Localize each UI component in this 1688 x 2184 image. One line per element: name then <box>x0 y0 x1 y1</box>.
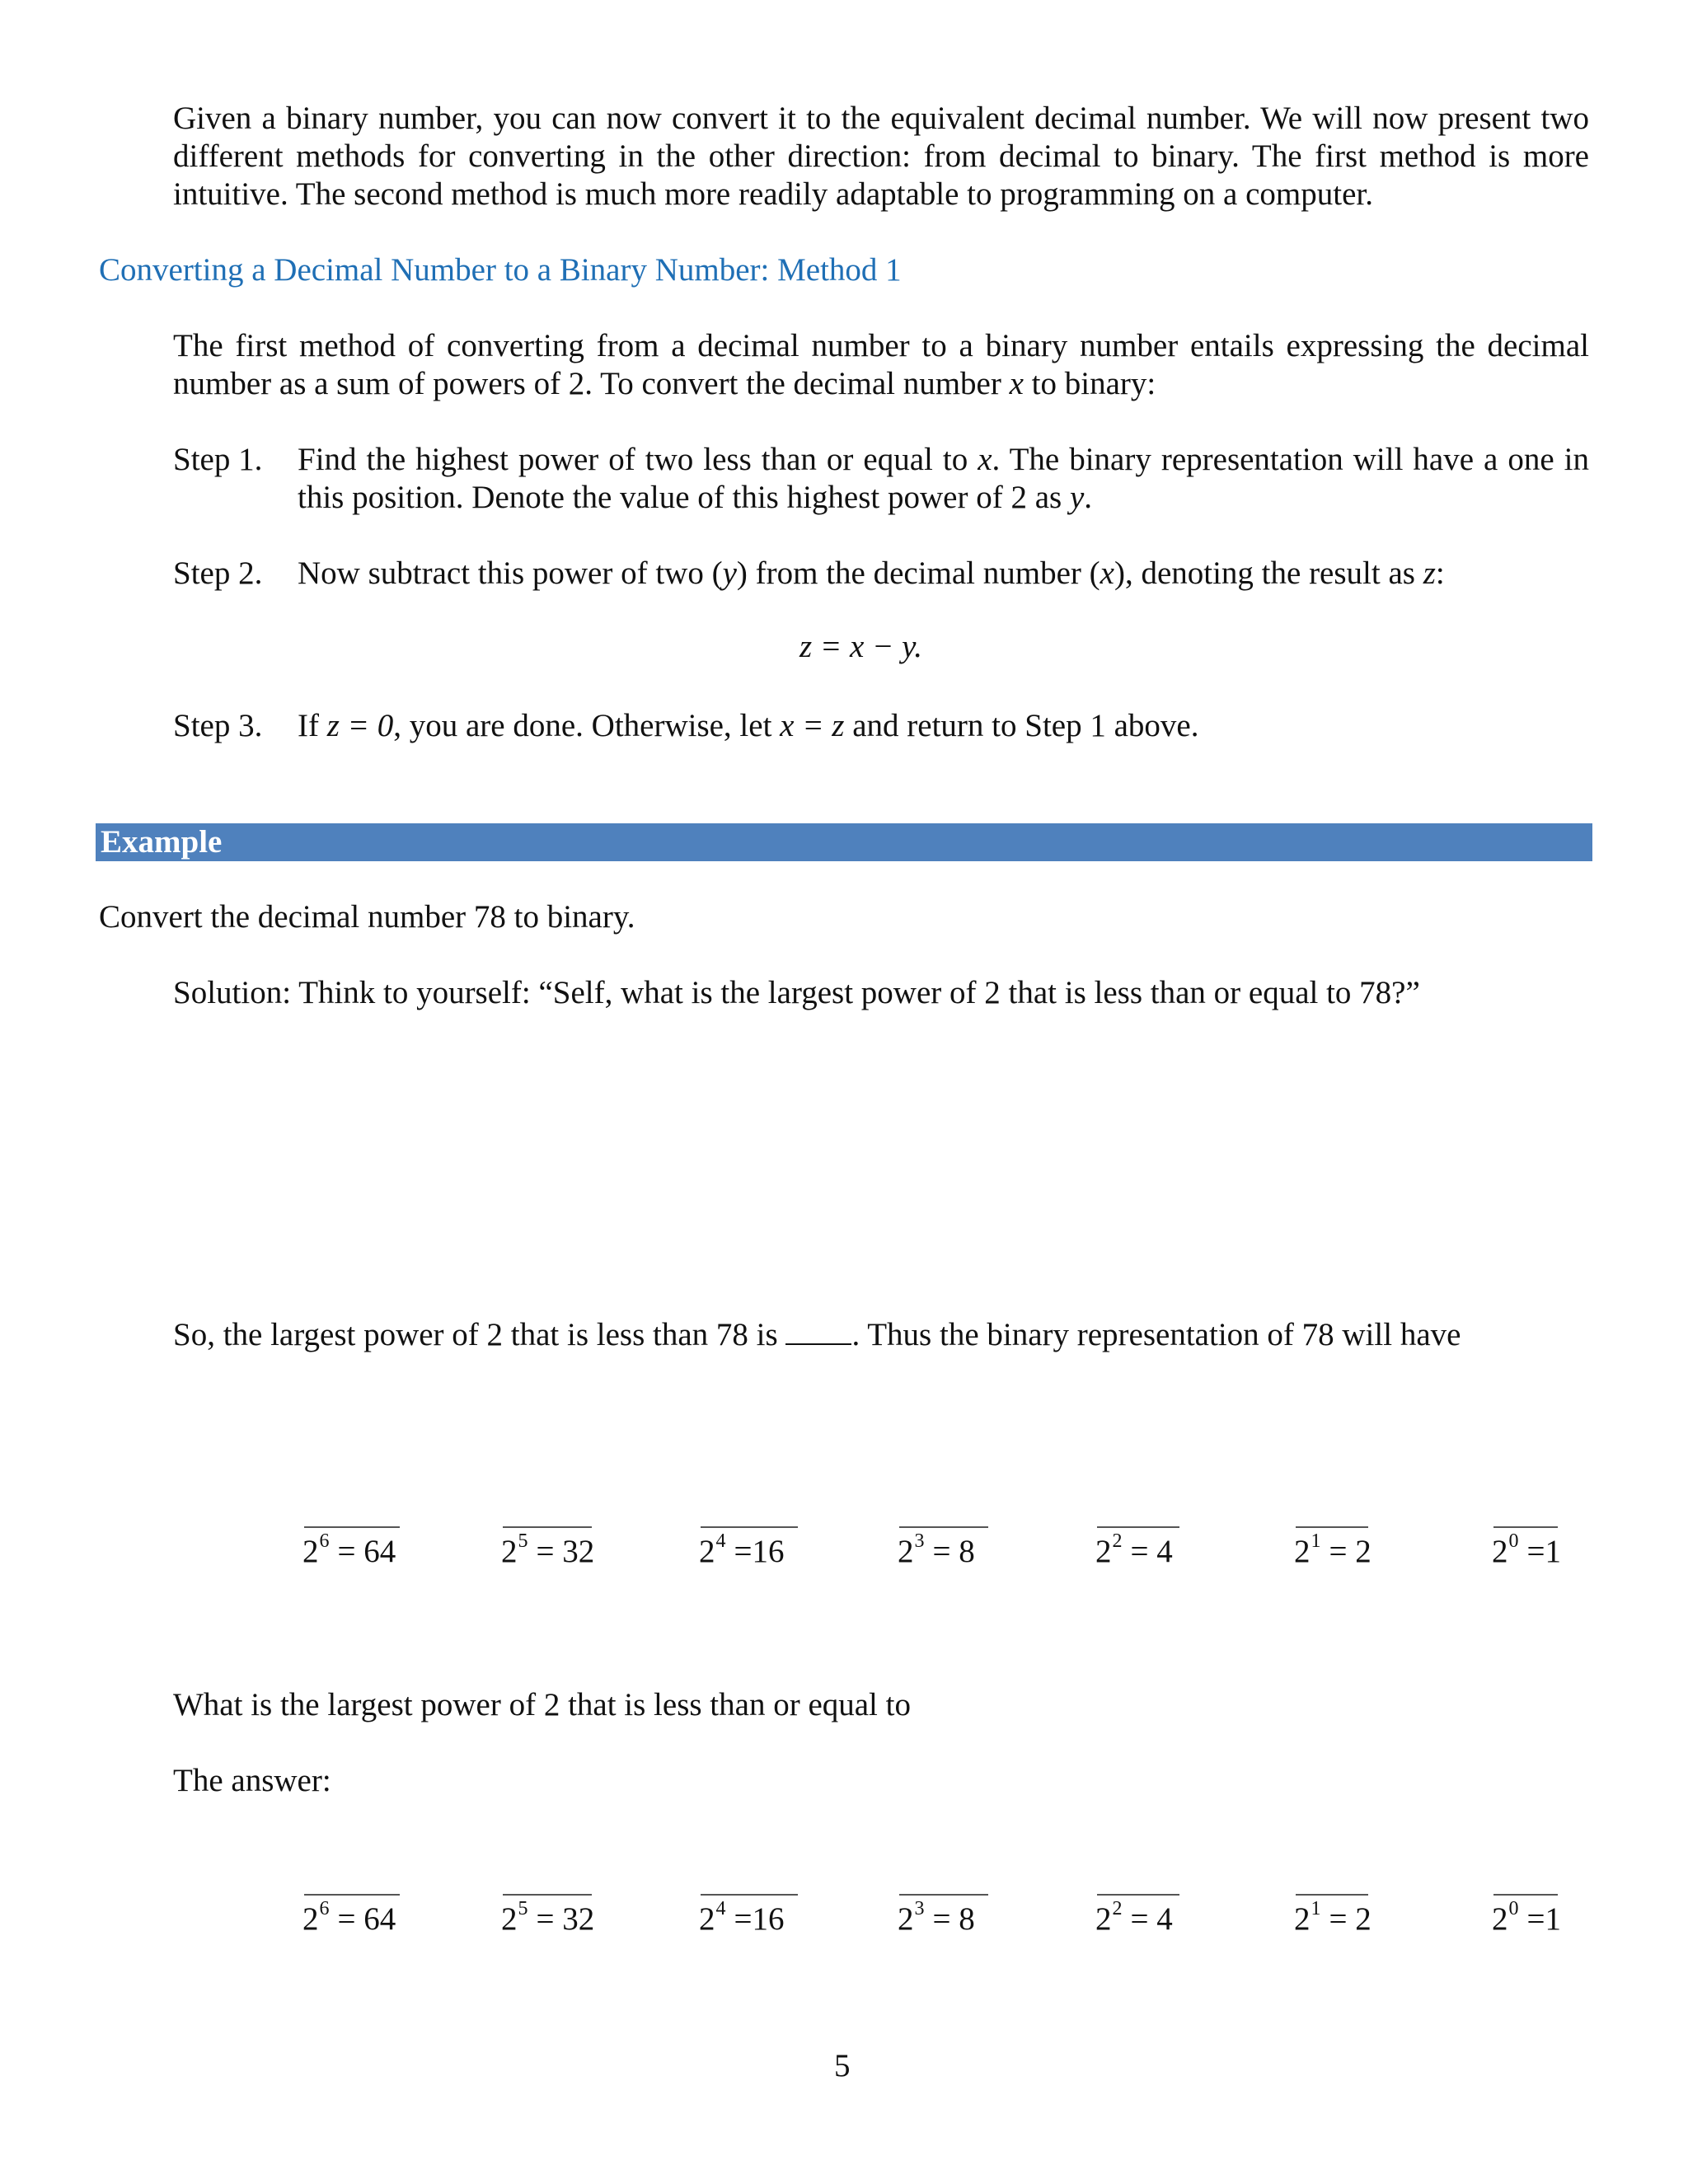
step-2-equation: z = x − y. <box>799 629 923 664</box>
power-base: 2 <box>302 1901 319 1937</box>
power-label <box>1492 1900 1561 1938</box>
power-exponent: 6 <box>319 1898 330 1919</box>
power-label <box>898 1900 975 1938</box>
power-label <box>302 1530 396 1571</box>
intro-paragraph: Given a binary number, you can now convert it to the equivalent decimal number. We will now present two different methods for converting in the other direction: from decimal to binary. The first method is more intuitive. The second method is much more readily adaptable to programming on a computer. <box>173 101 1589 212</box>
power-value: = 2 <box>1329 1534 1372 1569</box>
power-value: = 4 <box>1130 1901 1173 1937</box>
step-1-label: Step 1. <box>173 442 263 477</box>
example-solution: Solution: Think to yourself: “Self, what is the largest power of 2 that is less than or equal to 78?” <box>173 975 1420 1010</box>
section-body-var: x <box>1009 366 1024 401</box>
step-2-var-x: x <box>1100 555 1114 591</box>
power-exponent: 1 <box>1311 1530 1321 1552</box>
power-exponent: 0 <box>1508 1898 1519 1919</box>
power-value: = 64 <box>337 1901 396 1937</box>
bit-blank[interactable] <box>1493 1526 1558 1528</box>
step-2-var-y: y <box>722 555 737 591</box>
power-exponent: 1 <box>1311 1898 1321 1919</box>
bit-blank[interactable] <box>1097 1526 1179 1528</box>
step-2-text-c: ), denoting the result as <box>1114 555 1423 591</box>
step-3-text-a: If <box>298 708 327 743</box>
power-label <box>1492 1530 1561 1571</box>
step-2-text-a: Now subtract this power of two ( <box>298 555 723 591</box>
step-3-text-b: , you are done. Otherwise, let <box>393 708 781 743</box>
power-value: = 4 <box>1130 1534 1173 1569</box>
section-body <box>173 327 1589 403</box>
power-exponent: 3 <box>914 1898 925 1919</box>
bit-blank[interactable] <box>1493 1894 1558 1896</box>
power-base: 2 <box>1095 1901 1112 1937</box>
bit-blank[interactable] <box>1097 1894 1179 1896</box>
power-exponent: 4 <box>715 1530 726 1552</box>
power-value: = 8 <box>932 1901 975 1937</box>
step-1-text-a: Find the highest power of two less than or equal to <box>298 442 978 477</box>
power-exponent: 5 <box>518 1898 528 1919</box>
power-label <box>302 1900 396 1938</box>
so-text-b: . Thus the binary representation of 78 will have <box>851 1317 1461 1352</box>
power-base: 2 <box>501 1901 518 1937</box>
power-value: =1 <box>1526 1901 1561 1937</box>
power-label <box>1095 1530 1173 1571</box>
answer-label: The answer: <box>173 1763 331 1798</box>
example-label: Example <box>101 824 223 860</box>
power-value: =16 <box>734 1901 785 1937</box>
so-statement <box>173 1316 1461 1354</box>
power-value: = 32 <box>536 1534 595 1569</box>
power-exponent: 5 <box>518 1530 528 1552</box>
section-body-text-1: The first method of converting from a decimal number to a binary number entails expressing the decimal number as a sum of powers of 2. To convert the decimal number <box>173 328 1589 401</box>
power-label <box>898 1530 975 1571</box>
power-base: 2 <box>501 1534 518 1569</box>
power-label <box>501 1900 594 1938</box>
step-1-text-b: . The binary representation will have a one in this position. Denote the value of this highest power of 2 as <box>298 442 1589 515</box>
power-value: = 32 <box>536 1901 595 1937</box>
power-base: 2 <box>898 1534 914 1569</box>
example-banner <box>96 823 1592 861</box>
step-3-eq-xz: x = z <box>780 708 845 743</box>
power-base: 2 <box>699 1901 715 1937</box>
power-base: 2 <box>302 1534 319 1569</box>
step-3-eq-z0: z = 0 <box>326 708 394 743</box>
bit-blank[interactable] <box>701 1894 798 1896</box>
question-text: What is the largest power of 2 that is less than or equal to <box>173 1687 911 1722</box>
section-heading: Converting a Decimal Number to a Binary Number: Method 1 <box>99 252 902 288</box>
power-exponent: 0 <box>1508 1530 1519 1552</box>
section-body-text-2: to binary: <box>1023 366 1156 401</box>
step-1-text <box>298 441 1589 517</box>
power-value: = 2 <box>1329 1901 1372 1937</box>
power-label <box>1294 1530 1372 1571</box>
power-label <box>699 1530 785 1571</box>
page-number: 5 <box>834 2048 851 2083</box>
power-base: 2 <box>898 1901 914 1937</box>
power-exponent: 4 <box>715 1898 726 1919</box>
power-exponent: 2 <box>1112 1898 1123 1919</box>
bit-blank[interactable] <box>899 1526 988 1528</box>
bit-blank[interactable] <box>304 1894 400 1896</box>
power-base: 2 <box>1492 1534 1508 1569</box>
power-base: 2 <box>1492 1901 1508 1937</box>
power-label <box>1095 1900 1173 1938</box>
power-base: 2 <box>1294 1534 1311 1569</box>
power-value: = 64 <box>337 1534 396 1569</box>
bit-blank[interactable] <box>1296 1894 1368 1896</box>
step-3-label: Step 3. <box>173 708 263 743</box>
power-value: = 8 <box>932 1534 975 1569</box>
step-2-text <box>298 555 1445 593</box>
step-2-label: Step 2. <box>173 555 263 591</box>
bit-blank[interactable] <box>304 1526 400 1528</box>
step-1-var-y: y <box>1069 480 1085 515</box>
step-1-text-c: . <box>1084 480 1092 515</box>
power-base: 2 <box>1294 1901 1311 1937</box>
step-1-var-x: x <box>978 442 992 477</box>
power-exponent: 6 <box>319 1530 330 1552</box>
step-2-text-b: ) from the decimal number ( <box>736 555 1100 591</box>
bit-blank[interactable] <box>701 1526 798 1528</box>
power-value: =16 <box>734 1534 785 1569</box>
step-2-text-d: : <box>1435 555 1445 591</box>
bit-blank[interactable] <box>1296 1526 1368 1528</box>
step-3-text <box>298 707 1198 745</box>
power-label <box>501 1530 595 1571</box>
example-problem: Convert the decimal number 78 to binary. <box>99 899 635 935</box>
power-value: =1 <box>1526 1534 1561 1569</box>
power-exponent: 3 <box>914 1530 925 1552</box>
power-base: 2 <box>699 1534 715 1569</box>
so-text-a: So, the largest power of 2 that is less than 78 is <box>173 1317 786 1352</box>
power-exponent: 2 <box>1112 1530 1123 1552</box>
bit-blank[interactable] <box>503 1894 592 1896</box>
power-label <box>699 1900 785 1938</box>
power-label <box>1294 1900 1372 1938</box>
step-2-var-z: z <box>1423 555 1436 591</box>
answer-blank[interactable] <box>785 1319 851 1345</box>
step-3-text-c: and return to Step 1 above. <box>844 708 1199 743</box>
bit-blank[interactable] <box>503 1526 592 1528</box>
power-base: 2 <box>1095 1534 1112 1569</box>
bit-blank[interactable] <box>899 1894 988 1896</box>
